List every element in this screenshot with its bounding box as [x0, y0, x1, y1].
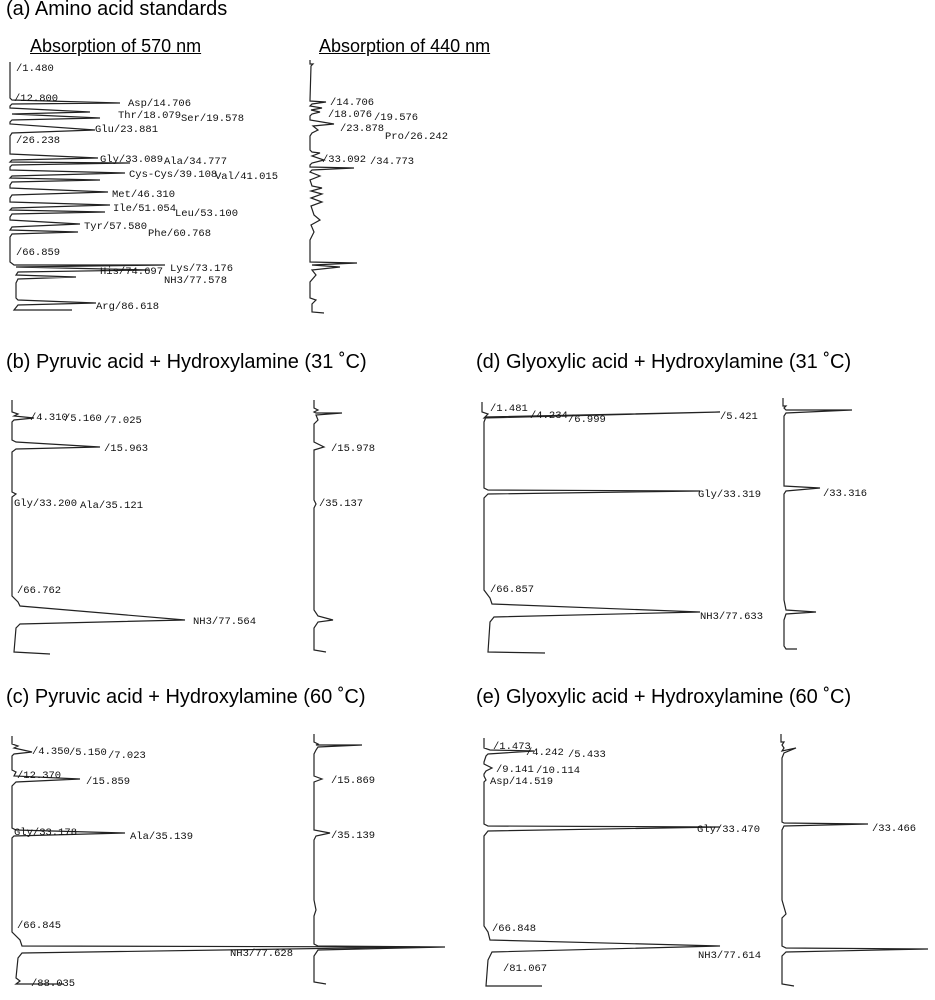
- label: /4.234: [530, 410, 568, 422]
- label: /26.238: [16, 135, 61, 147]
- label: Gly/33.319: [698, 489, 762, 501]
- label: Cys-Cys/39.108: [129, 169, 218, 181]
- label: /66.845: [17, 920, 62, 932]
- label: Gly/33.470: [697, 824, 761, 836]
- panel-c-title: (c) Pyruvic acid + Hydroxylamine (60 ˚C): [6, 686, 366, 708]
- label: /81.067: [503, 963, 548, 975]
- label: Arg/86.618: [96, 301, 160, 313]
- label: /14.706: [330, 97, 375, 109]
- panel-a-570-subtitle: Absorption of 570 nm: [30, 36, 202, 56]
- label: Gly/33.089: [100, 154, 164, 166]
- label: Phe/60.768: [148, 228, 212, 240]
- panel-d-570-trace: [482, 402, 720, 653]
- label: /1.481: [490, 403, 528, 415]
- label: /4.350: [32, 746, 70, 758]
- label: /15.869: [331, 775, 376, 787]
- panel-a-440-subtitle: Absorption of 440 nm: [319, 36, 491, 56]
- label: NH3/77.578: [164, 275, 228, 287]
- label: /66.762: [17, 585, 62, 597]
- label: Asp/14.519: [490, 776, 554, 788]
- label: Tyr/57.580: [84, 221, 148, 233]
- label: /7.025: [104, 415, 142, 427]
- label: /4.310: [30, 412, 68, 424]
- label: /15.859: [86, 776, 131, 788]
- label: /15.978: [331, 443, 376, 455]
- panel-b-440-trace: [314, 400, 342, 652]
- panel-b-title: (b) Pyruvic acid + Hydroxylamine (31 ˚C): [6, 351, 367, 373]
- label: /35.137: [319, 498, 364, 510]
- label: /10.114: [536, 765, 581, 777]
- panel-e-440-trace: [781, 734, 928, 986]
- label: Ala/35.121: [80, 500, 144, 512]
- panel-a-title: (a) Amino acid standards: [6, 0, 228, 20]
- label: NH3/77.564: [193, 616, 257, 628]
- panel-e-title: (e) Glyoxylic acid + Hydroxylamine (60 ˚C): [476, 686, 852, 708]
- label: NH3/77.614: [698, 950, 762, 962]
- panel-d-440-trace: [783, 398, 852, 649]
- label: His/74.697: [100, 266, 164, 278]
- label: /5.421: [720, 411, 758, 423]
- label: /33.316: [823, 488, 868, 500]
- label: Leu/53.100: [175, 208, 239, 220]
- label: /19.576: [374, 112, 419, 124]
- label: /4.242: [526, 747, 564, 759]
- label: /88.035: [31, 978, 76, 990]
- label: Gly/33.178: [14, 827, 78, 839]
- label: Lys/73.176: [170, 263, 234, 275]
- label: /1.473: [493, 741, 531, 753]
- label: /66.857: [490, 584, 535, 596]
- label: Asp/14.706: [128, 98, 192, 110]
- label: NH3/77.628: [230, 948, 294, 960]
- label: /33.466: [872, 823, 917, 835]
- label: Pro/26.242: [385, 131, 449, 143]
- label: /33.092: [322, 154, 367, 166]
- label: Ala/35.139: [130, 831, 194, 843]
- label: /1.480: [16, 63, 54, 75]
- label: /15.963: [104, 443, 149, 455]
- label: Glu/23.881: [95, 124, 159, 136]
- label: /66.848: [492, 923, 537, 935]
- label: /12.370: [17, 770, 62, 782]
- label: /5.160: [64, 413, 102, 425]
- label: /23.878: [340, 123, 385, 135]
- label: Ala/34.777: [164, 156, 228, 168]
- label: Ser/19.578: [181, 113, 245, 125]
- label: NH3/77.633: [700, 611, 764, 623]
- label: /7.023: [108, 750, 146, 762]
- panel-d-title: (d) Glyoxylic acid + Hydroxylamine (31 ˚C): [476, 351, 852, 373]
- label: Thr/18.079: [118, 110, 182, 122]
- label: /9.141: [496, 764, 534, 776]
- label: /34.773: [370, 156, 415, 168]
- label: /18.076: [328, 109, 373, 121]
- label: /5.433: [568, 749, 606, 761]
- label: /5.150: [69, 747, 107, 759]
- label: /35.139: [331, 830, 376, 842]
- label: /12.800: [14, 93, 59, 105]
- label: Ile/51.054: [113, 203, 177, 215]
- label: /66.859: [16, 247, 61, 259]
- panel-b-570-trace: [12, 400, 185, 654]
- label: Met/46.310: [112, 189, 176, 201]
- label: Gly/33.200: [14, 498, 78, 510]
- panel-c-440-trace: [314, 734, 445, 984]
- label: Val/41.015: [215, 171, 279, 183]
- label: /6.999: [568, 414, 606, 426]
